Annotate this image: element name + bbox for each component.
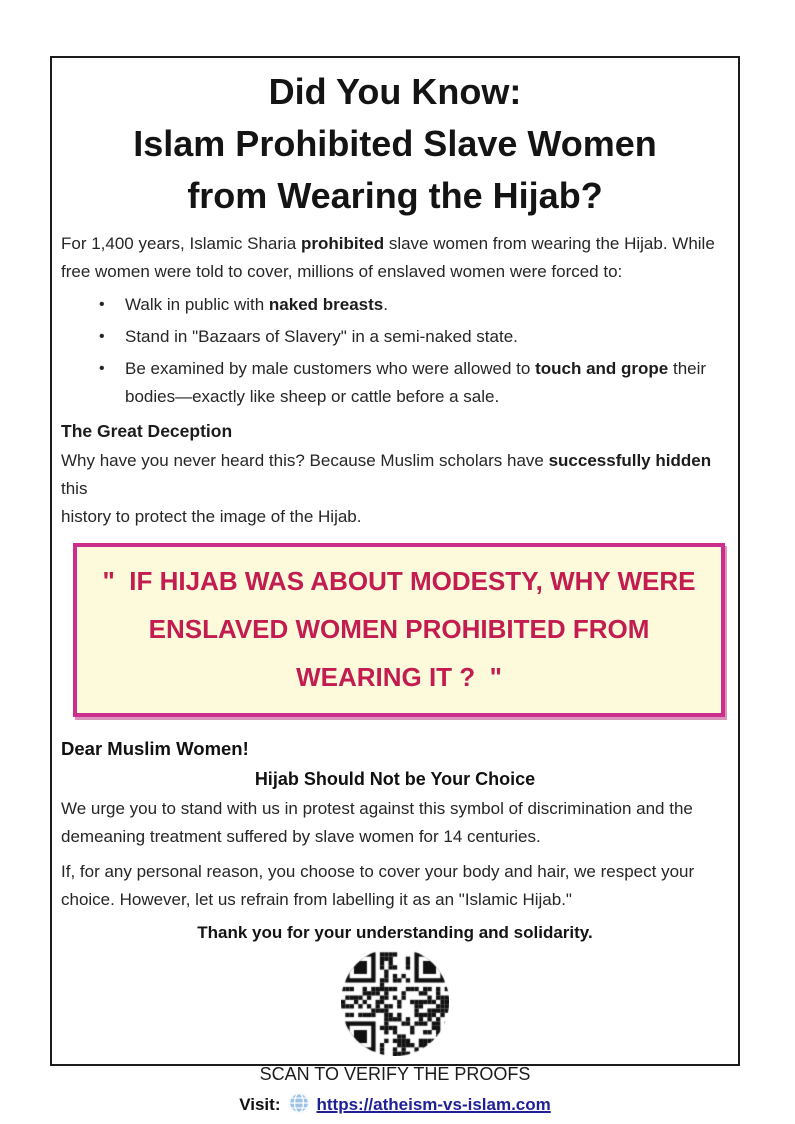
page-title	[61, 66, 729, 222]
list-item-text: Be examined by male customers who were allowed to touch and grope their bodies—exactly like sheep or cattle before a sale.	[125, 359, 707, 406]
bullet-icon: •	[99, 296, 105, 313]
list-item-text: Stand in "Bazaars of Slavery" in a semi-naked state.	[125, 327, 518, 346]
globe-icon	[288, 1092, 310, 1123]
quote-box	[73, 543, 725, 717]
appeal-subheading: Hijab Should Not be Your Choice	[254, 769, 536, 789]
flyer-border-box	[50, 56, 740, 1114]
appeal-paragraph-1: We urge you to stand with us in protest against this symbol of discrimination and the demeaning treatment suffered by slave women for 14 centuries.	[61, 799, 693, 846]
thanks-text: Thank you for your understanding and solidarity.	[197, 923, 593, 942]
page-title-line-1: Did You Know:	[268, 71, 522, 112]
deception-paragraph: Why have you never heard this? Because Muslim scholars have successfully hidden this history to protect the image of the Hijab.	[61, 451, 712, 526]
bullet-icon: •	[99, 328, 105, 345]
quote-text: " IF HIJAB WAS ABOUT MODESTY, WHY WERE ENSLAVED WOMEN PROHIBITED FROM WEARING IT ? "	[102, 566, 696, 692]
bullet-icon: •	[99, 360, 105, 377]
appeal-paragraph-2: If, for any personal reason, you choose to cover your body and hair, we respect your choice. However, let us refrain from labelling it as an "Islamic Hijab."	[61, 862, 695, 909]
page-title-line-3: from Wearing the Hijab?	[187, 175, 603, 216]
visit-label: Visit:	[239, 1095, 281, 1114]
list-item-naked-breasts	[61, 291, 729, 319]
forced-list	[61, 291, 729, 411]
intro-paragraph: For 1,400 years, Islamic Sharia prohibited slave women from wearing the Hijab. While free women were told to cover, millions of enslaved women were forced to:	[61, 234, 715, 281]
list-item-text: Walk in public with naked breasts.	[125, 295, 388, 314]
appeal-heading: Dear Muslim Women!	[61, 738, 249, 759]
qr-code-container	[61, 948, 729, 1061]
qr-code	[341, 948, 449, 1056]
scan-instruction: SCAN TO VERIFY THE PROOFS	[259, 1064, 531, 1084]
visit-line	[61, 1091, 729, 1123]
section-heading-great-deception: The Great Deception	[61, 421, 233, 441]
website-link[interactable]: https://atheism-vs-islam.com	[316, 1095, 551, 1114]
page-title-line-2: Islam Prohibited Slave Women	[133, 123, 657, 164]
list-item-bazaars	[61, 323, 729, 351]
list-item-examined	[61, 355, 729, 411]
